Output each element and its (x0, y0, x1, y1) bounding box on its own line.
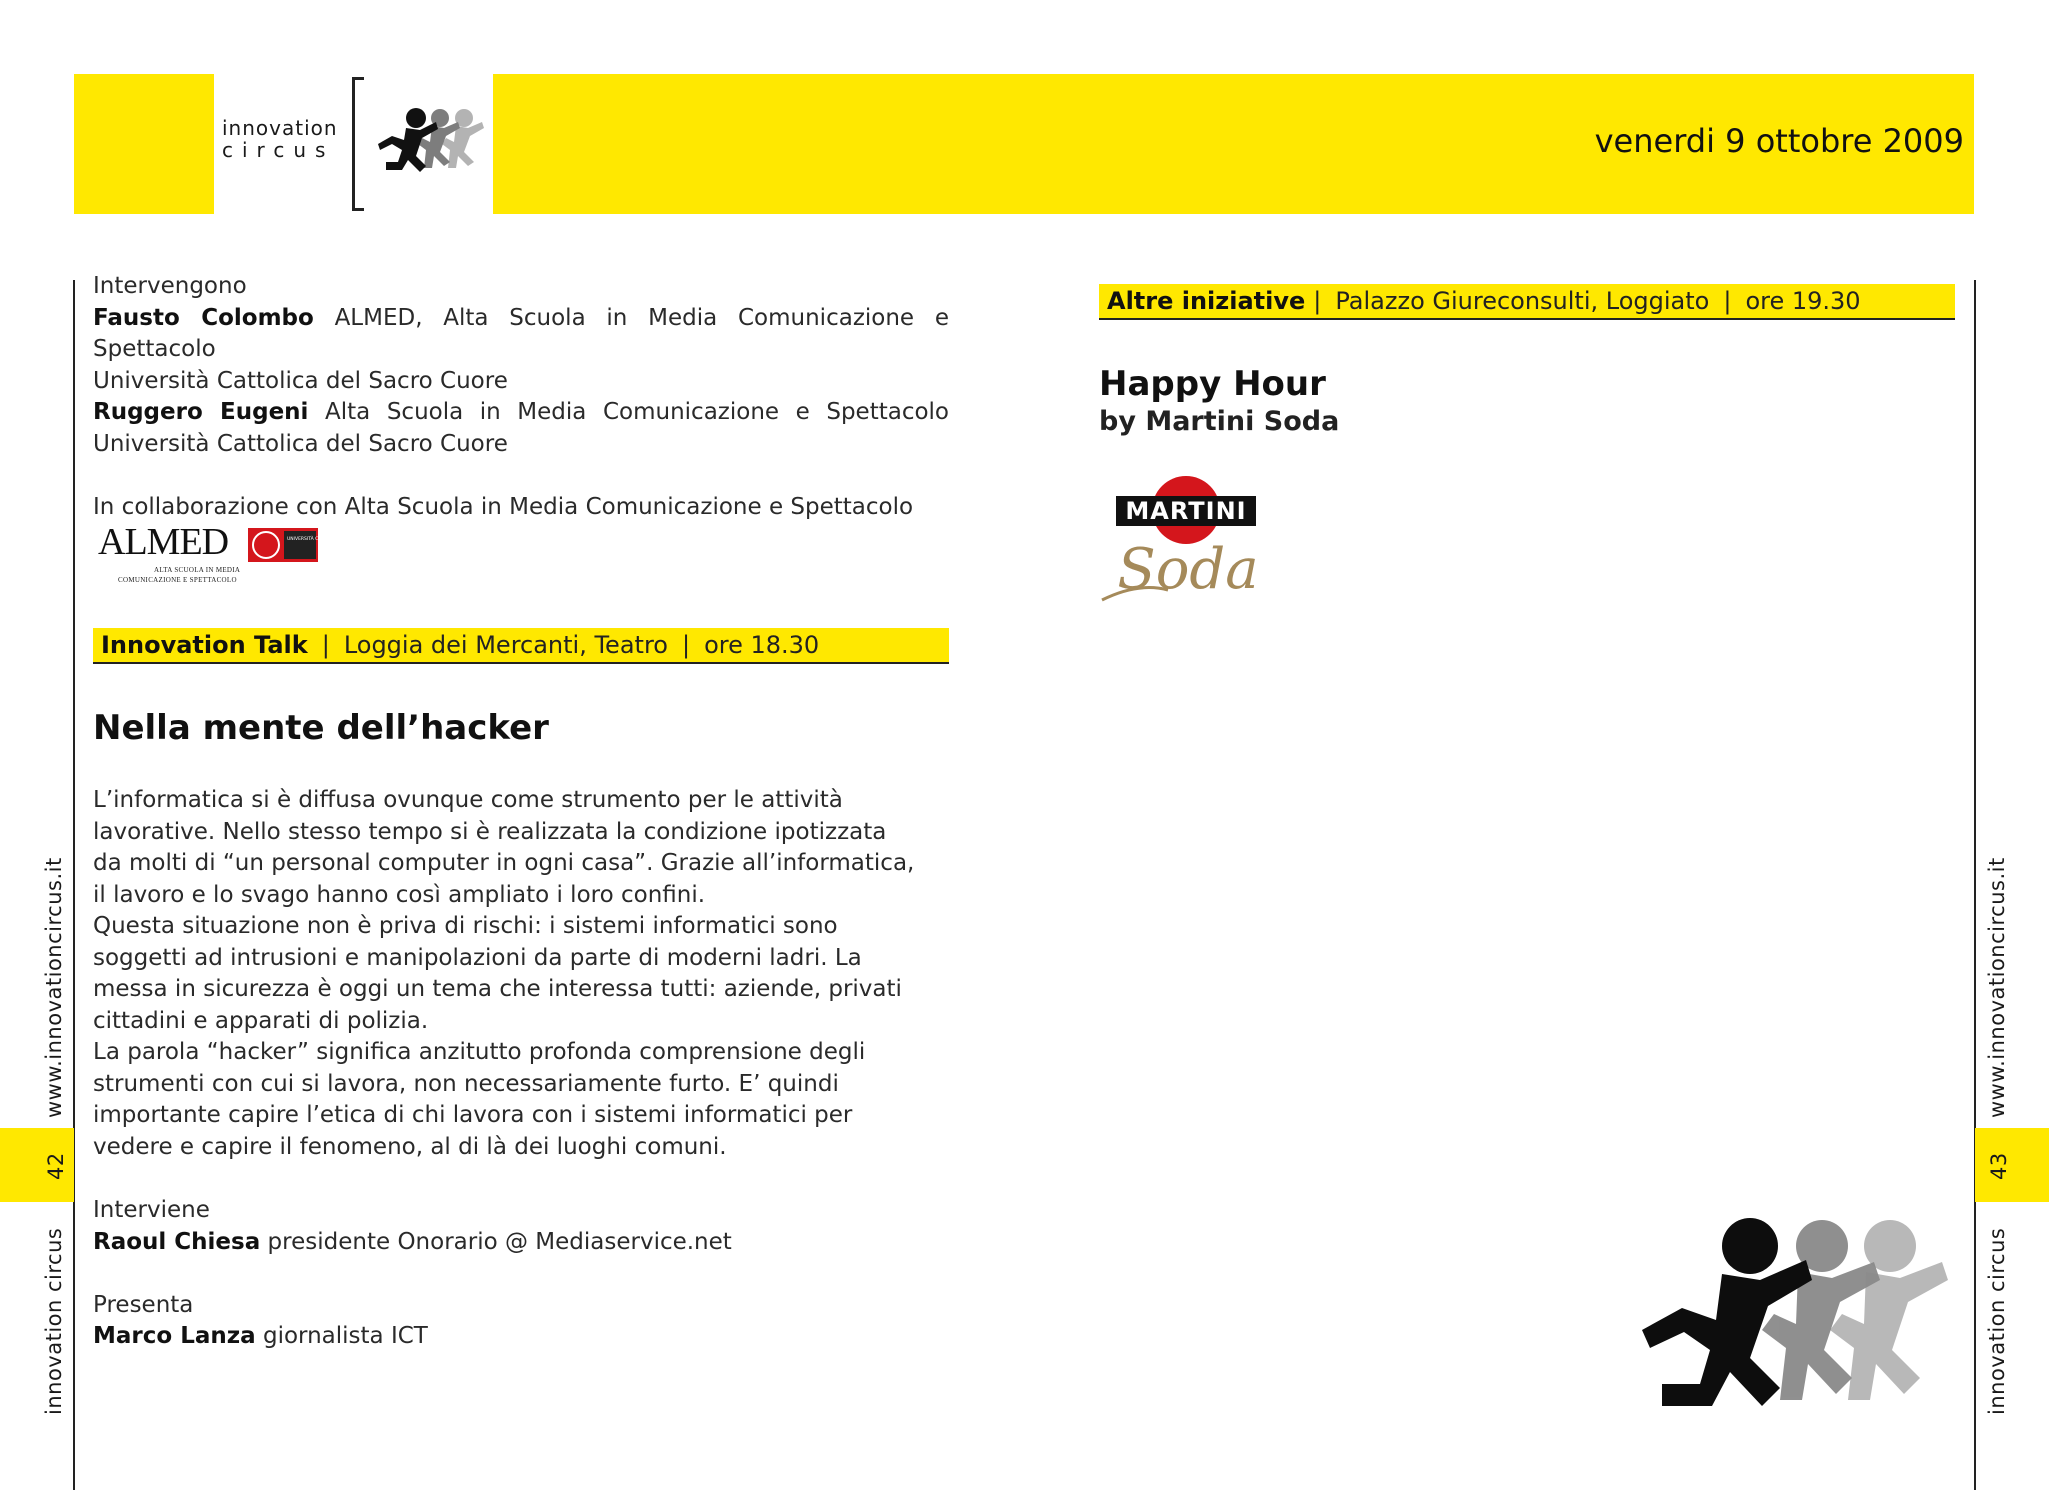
header-yellow-block-left (74, 74, 214, 214)
description-line: soggetti ad intrusioni e manipolazioni da parte di moderni ladri. La (93, 944, 862, 971)
speaker-1-name: Fausto Colombo (93, 304, 314, 331)
almed-logo (96, 520, 385, 592)
interviene-line (93, 1227, 949, 1259)
description-line: messa in sicurezza è oggi un tema che interessa tutti: aziende, privati (93, 976, 902, 1002)
description-line: L’informatica si è diffusa ovunque come strumento per le attività (93, 787, 843, 813)
right-rail-line (1974, 280, 1976, 1490)
brand-wordmark-line1: innovation (222, 116, 338, 140)
bar-separator: | (1723, 287, 1732, 315)
page-date: venerdi 9 ottobre 2009 (1594, 122, 1964, 160)
speaker-1 (93, 303, 949, 366)
speaker-2-name: Ruggero Eugeni (93, 399, 309, 425)
description-line: Questa situazione non è priva di rischi: i sistemi informatici sono (93, 913, 838, 939)
description-line: vedere e capire il fenomeno, al di là dei luoghi comuni. (93, 1133, 727, 1160)
event-place: Palazzo Giureconsulti, Loggiato (1335, 287, 1710, 315)
presenta-name: Marco Lanza (93, 1323, 256, 1349)
side-name-right: innovation circus (1985, 1227, 2009, 1415)
speaker-1-role: ALMED, Alta Scuola in Media Comunicazione e Spettacolo (93, 304, 949, 362)
event-time: ore 18.30 (704, 631, 820, 659)
almed-logo-line2: COMUNICAZIONE E SPETTACOLO (118, 576, 237, 584)
speaker-2 (93, 397, 949, 429)
presenta-label: Presenta (93, 1291, 194, 1318)
event-subtitle: by Martini Soda (1099, 406, 1340, 437)
event-place: Loggia dei Mercanti, Teatro (343, 631, 668, 659)
event-type: Altre iniziative (1107, 287, 1306, 315)
description-line: cittadini e apparati di polizia. (93, 1007, 429, 1034)
side-name-left: innovation circus (42, 1227, 66, 1415)
description-line: lavorative. Nello stesso tempo si è realizzata la condizione ipotizzata (93, 818, 887, 845)
event-time: ore 19.30 (1745, 287, 1861, 315)
speaker-1-affiliation: Università Cattolica del Sacro Cuore (93, 367, 508, 394)
page-number-left: 42 (44, 1152, 68, 1180)
speakers-section (93, 271, 949, 523)
side-url-right: www.innovationcircus.it (1985, 857, 2009, 1118)
speaker-2-role: Alta Scuola in Media Comunicazione e Spettacolo (308, 399, 949, 425)
event-bar-innovation-talk (93, 628, 949, 664)
description-line: strumenti con cui si lavora, non necessariamente furto. E’ quindi (93, 1070, 839, 1097)
martini-soda-logo (1098, 472, 1266, 608)
runners-illustration-icon (1642, 1210, 1962, 1430)
description-line: importante capire l’etica di chi lavora con i sistemi informatici per (93, 1102, 853, 1128)
bar-separator: | (681, 631, 691, 659)
collaboration-note: In collaborazione con Alta Scuola in Media Comunicazione e Spettacolo (93, 493, 914, 520)
header-bracket (352, 77, 364, 211)
interviene-label: Interviene (93, 1197, 210, 1223)
page-number-right: 43 (1987, 1152, 2011, 1180)
bar-separator: | (321, 631, 330, 659)
almed-logo-line1: ALTA SCUOLA IN MEDIA (154, 566, 241, 574)
presenta-line (93, 1321, 949, 1353)
description-line: da molti di “un personal computer in ogni casa”. Grazie all’informatica, (93, 850, 915, 876)
event-bar-altre-iniziative (1099, 284, 1955, 320)
description-line: La parola “hacker” significa anzitutto profonda comprensione degli (93, 1039, 866, 1065)
event-title: Nella mente dell’hacker (93, 708, 549, 748)
side-url-left: www.innovationcircus.it (42, 857, 66, 1118)
bar-separator: | (1313, 287, 1322, 315)
event-type: Innovation Talk (101, 631, 308, 659)
interviene-role: presidente Onorario @ Mediaservice.net (260, 1228, 732, 1255)
almed-logo-word: ALMED (98, 521, 229, 563)
martini-logo-brand: MARTINI (1125, 497, 1247, 525)
left-rail-line (73, 280, 75, 1490)
martini-logo-script: Soda (1117, 537, 1259, 602)
almed-seal-text: UNIVERSITÀ CATTOLICA DEL SACRO CUORE (287, 537, 385, 542)
event-title-happy-hour: Happy Hour (1099, 364, 1326, 404)
runners-logo-icon (378, 104, 490, 184)
description-line: il lavoro e lo svago hanno così ampliato i loro confini. (93, 881, 706, 908)
event-description (93, 785, 949, 1163)
speaker-2-affiliation: Università Cattolica del Sacro Cuore (93, 430, 508, 457)
interviene-name: Raoul Chiesa (93, 1228, 261, 1255)
intervengono-label: Intervengono (93, 273, 247, 299)
brand-wordmark-line2: circus (222, 138, 335, 162)
presenta-role: giornalista ICT (255, 1323, 428, 1349)
roles-section (93, 1195, 949, 1353)
